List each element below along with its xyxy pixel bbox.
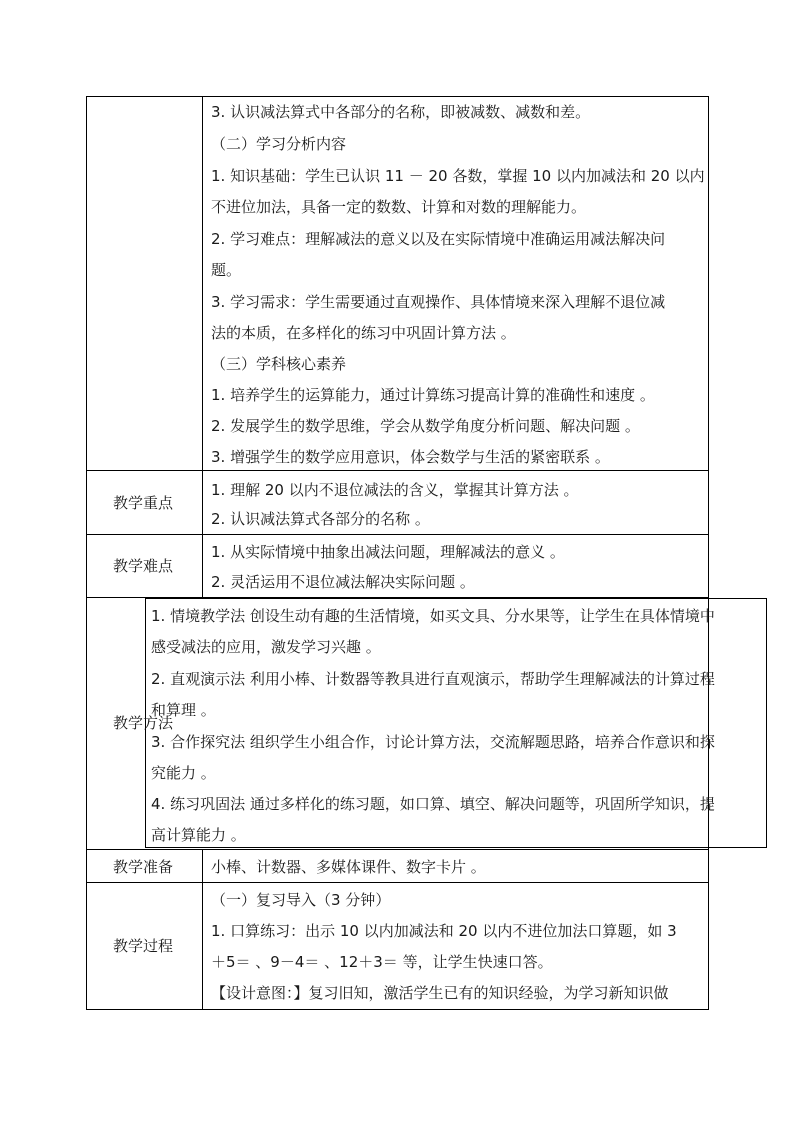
methods-box-bottom <box>145 847 767 848</box>
table-border-bottom <box>86 1009 709 1010</box>
difficulties-label: 教学难点 <box>113 557 174 575</box>
difficulties-line: 1. 从实际情境中抽象出减法问题，理解减法的意义 。 <box>211 543 565 561</box>
content-line: 1. 知识基础：学生已认识 11 － 20 各数，掌握 10 以内加减法和 20 以内 <box>211 167 705 185</box>
row-divider-4 <box>86 849 709 850</box>
content-line: 题。 <box>211 261 242 279</box>
difficulties-line: 2. 灵活运用不退位减法解决实际问题 。 <box>211 573 475 591</box>
methods-line: 究能力 。 <box>151 764 216 782</box>
content-line: 不进位加法，具备一定的数数、计算和对数的理解能力。 <box>211 198 587 216</box>
process-line: ＋5＝ 、9－4＝ 、12＋3＝ 等，让学生快速口答。 <box>211 953 553 971</box>
methods-box-right <box>766 598 767 848</box>
methods-box-top <box>145 598 767 599</box>
table-border-top <box>86 96 709 97</box>
key-points-line: 2. 认识减法算式各部分的名称 。 <box>211 510 430 528</box>
content-line: 1. 培养学生的运算能力，通过计算练习提高计算的准确性和速度 。 <box>211 386 655 404</box>
section-heading: （三）学科核心素养 <box>211 355 347 373</box>
content-line: 3. 学习需求：学生需要通过直观操作、具体情境来深入理解不退位减 <box>211 293 666 311</box>
table-border-left <box>86 96 87 1010</box>
methods-line: 1. 情境教学法 创设生动有趣的生活情境，如买文具、分水果等，让学生在具体情境中 <box>151 607 715 625</box>
methods-line: 高计算能力 。 <box>151 826 246 844</box>
process-heading: （一）复习导入（3 分钟） <box>211 891 391 909</box>
content-line: 法的本质，在多样化的练习中巩固计算方法 。 <box>211 324 516 342</box>
column-divider-lower <box>202 849 203 1010</box>
content-line: 3. 增强学生的数学应用意识，体会数学与生活的紧密联系 。 <box>211 448 610 466</box>
preparation-label: 教学准备 <box>113 858 174 876</box>
content-line: 2. 发展学生的数学思维，学会从数学角度分析问题、解决问题 。 <box>211 417 640 435</box>
key-points-label: 教学重点 <box>113 494 174 512</box>
preparation-line: 小棒、计数器、多媒体课件、数字卡片 。 <box>211 858 486 876</box>
methods-line: 4. 练习巩固法 通过多样化的练习题，如口算、填空、解决问题等，巩固所学知识，提 <box>151 795 715 813</box>
content-line: 3. 认识减法算式中各部分的名称，即被减数、减数和差。 <box>211 103 591 121</box>
methods-line: 感受减法的应用，激发学习兴趣 。 <box>151 638 381 656</box>
row-divider-1 <box>86 470 709 471</box>
methods-line: 2. 直观演示法 利用小棒、计数器等教具进行直观演示，帮助学生理解减法的计算过程 <box>151 670 715 688</box>
methods-label: 教学方法 <box>113 714 174 732</box>
methods-line: 和算理 。 <box>151 701 216 719</box>
row-divider-5 <box>86 882 709 883</box>
process-design-note: 【设计意图：】复习旧知，激活学生已有的知识经验，为学习新知识做 <box>211 984 669 1002</box>
row-divider-2 <box>86 534 709 535</box>
section-heading: （二）学习分析内容 <box>211 135 347 153</box>
content-line: 2. 学习难点：理解减法的意义以及在实际情境中准确运用减法解决问 <box>211 230 666 248</box>
methods-line: 3. 合作探究法 组织学生小组合作，讨论计算方法，交流解题思路，培养合作意识和探 <box>151 733 715 751</box>
process-label: 教学过程 <box>113 937 174 955</box>
column-divider <box>202 96 203 598</box>
table-border-right <box>708 96 709 1010</box>
process-line: 1. 口算练习：出示 10 以内加减法和 20 以内不进位加法口算题，如 3 <box>211 922 677 940</box>
key-points-line: 1. 理解 20 以内不退位减法的含义，掌握其计算方法 。 <box>211 481 579 499</box>
